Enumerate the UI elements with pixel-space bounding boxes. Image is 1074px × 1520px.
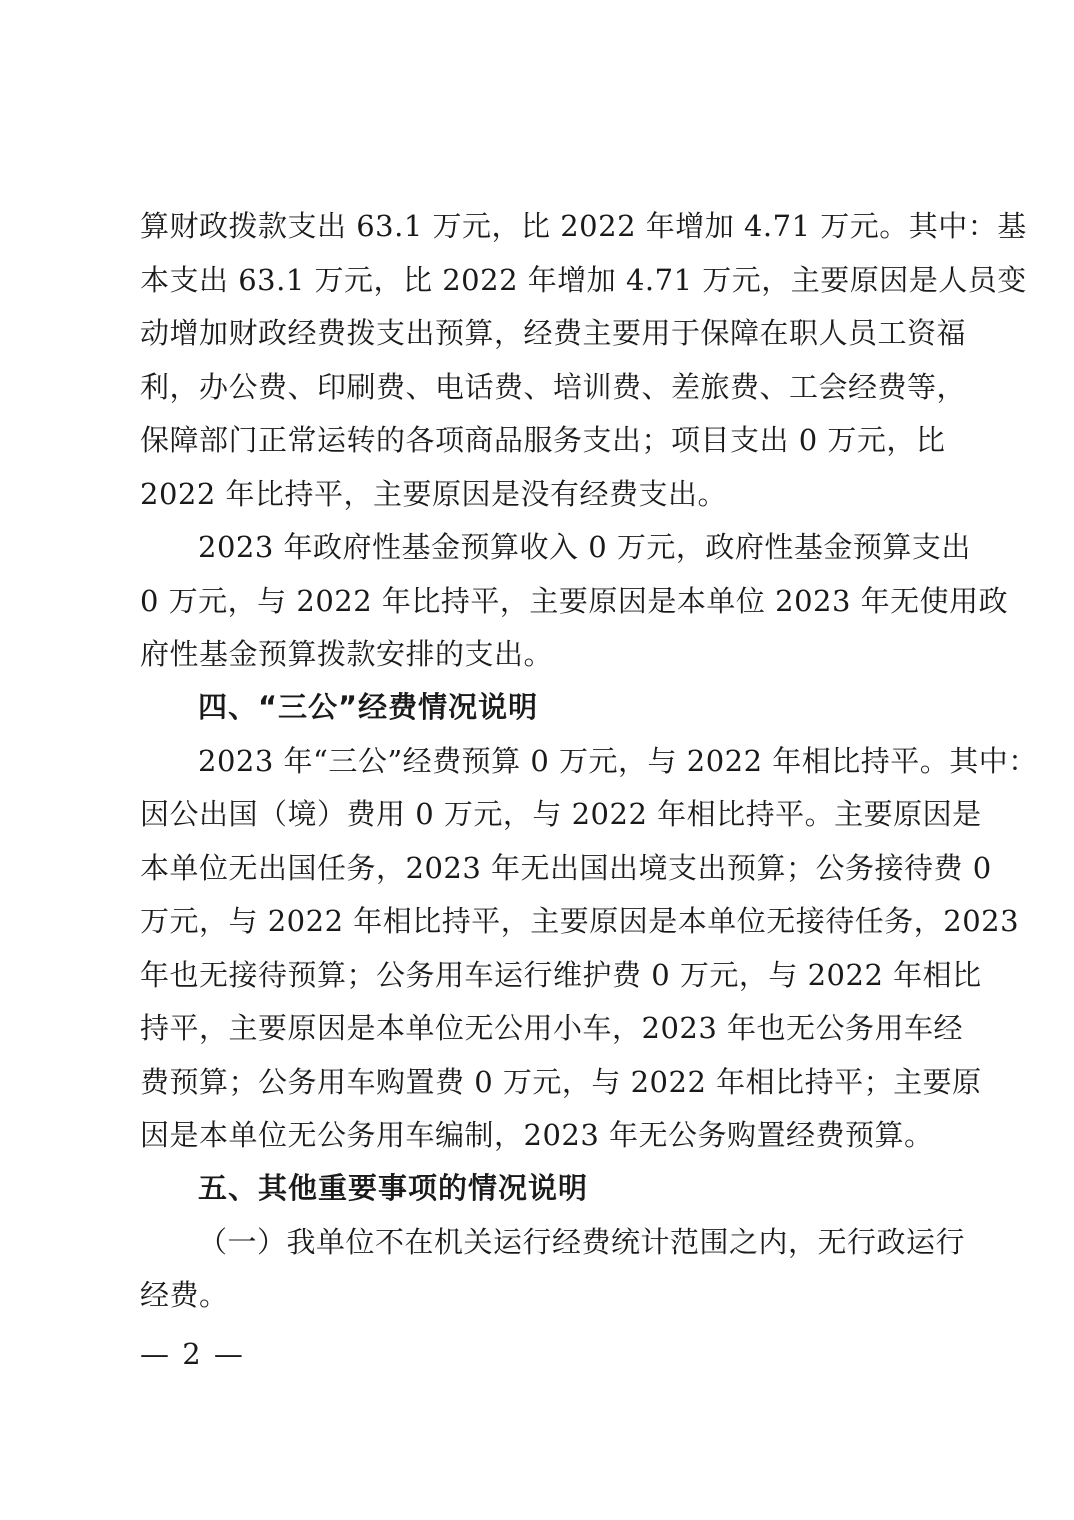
paragraph-line: 本单位无出国任务，2023 年无出国出境支出预算；公务接待费 0 — [140, 851, 992, 885]
paragraph-line: （一）我单位不在机关运行经费统计范围之内，无行政运行 — [198, 1225, 966, 1259]
paragraph-line: 算财政拨款支出 63.1 万元，比 2022 年增加 4.71 万元。其中：基 — [140, 209, 1027, 243]
paragraph-line: 利，办公费、印刷费、电话费、培训费、差旅费、工会经费等， — [140, 370, 967, 404]
paragraph-line: 因是本单位无公务用车编制，2023 年无公务购置经费预算。 — [140, 1118, 934, 1152]
section-heading-sangong: 四、“三公”经费情况说明 — [198, 690, 539, 724]
section-heading-other-matters: 五、其他重要事项的情况说明 — [198, 1171, 589, 1205]
paragraph-line: 动增加财政经费拨支出预算，经费主要用于保障在职人员工资福 — [140, 316, 967, 350]
paragraph-line: 2022 年比持平，主要原因是没有经费支出。 — [140, 477, 728, 511]
page-number: — 2 — — [140, 1337, 245, 1371]
paragraph-line: 2023 年“三公”经费预算 0 万元，与 2022 年相比持平。其中： — [198, 744, 1038, 778]
paragraph-line: 2023 年政府性基金预算收入 0 万元，政府性基金预算支出 — [198, 530, 971, 564]
paragraph-line: 因公出国（境）费用 0 万元，与 2022 年相比持平。主要原因是 — [140, 797, 982, 831]
paragraph-line: 万元，与 2022 年相比持平，主要原因是本单位无接待任务，2023 — [140, 904, 1020, 938]
paragraph-line: 持平，主要原因是本单位无公用小车，2023 年也无公务用车经 — [140, 1011, 964, 1045]
paragraph-line: 费预算；公务用车购置费 0 万元，与 2022 年相比持平；主要原 — [140, 1065, 982, 1099]
paragraph-line: 0 万元，与 2022 年比持平，主要原因是本单位 2023 年无使用政 — [140, 584, 1009, 618]
paragraph-line: 保障部门正常运转的各项商品服务支出；项目支出 0 万元，比 — [140, 423, 946, 457]
paragraph-line: 年也无接待预算；公务用车运行维护费 0 万元，与 2022 年相比 — [140, 958, 982, 992]
paragraph-line: 府性基金预算拨款安排的支出。 — [140, 637, 554, 671]
paragraph-line: 本支出 63.1 万元，比 2022 年增加 4.71 万元，主要原因是人员变 — [140, 263, 1027, 297]
paragraph-line: 经费。 — [140, 1278, 229, 1312]
